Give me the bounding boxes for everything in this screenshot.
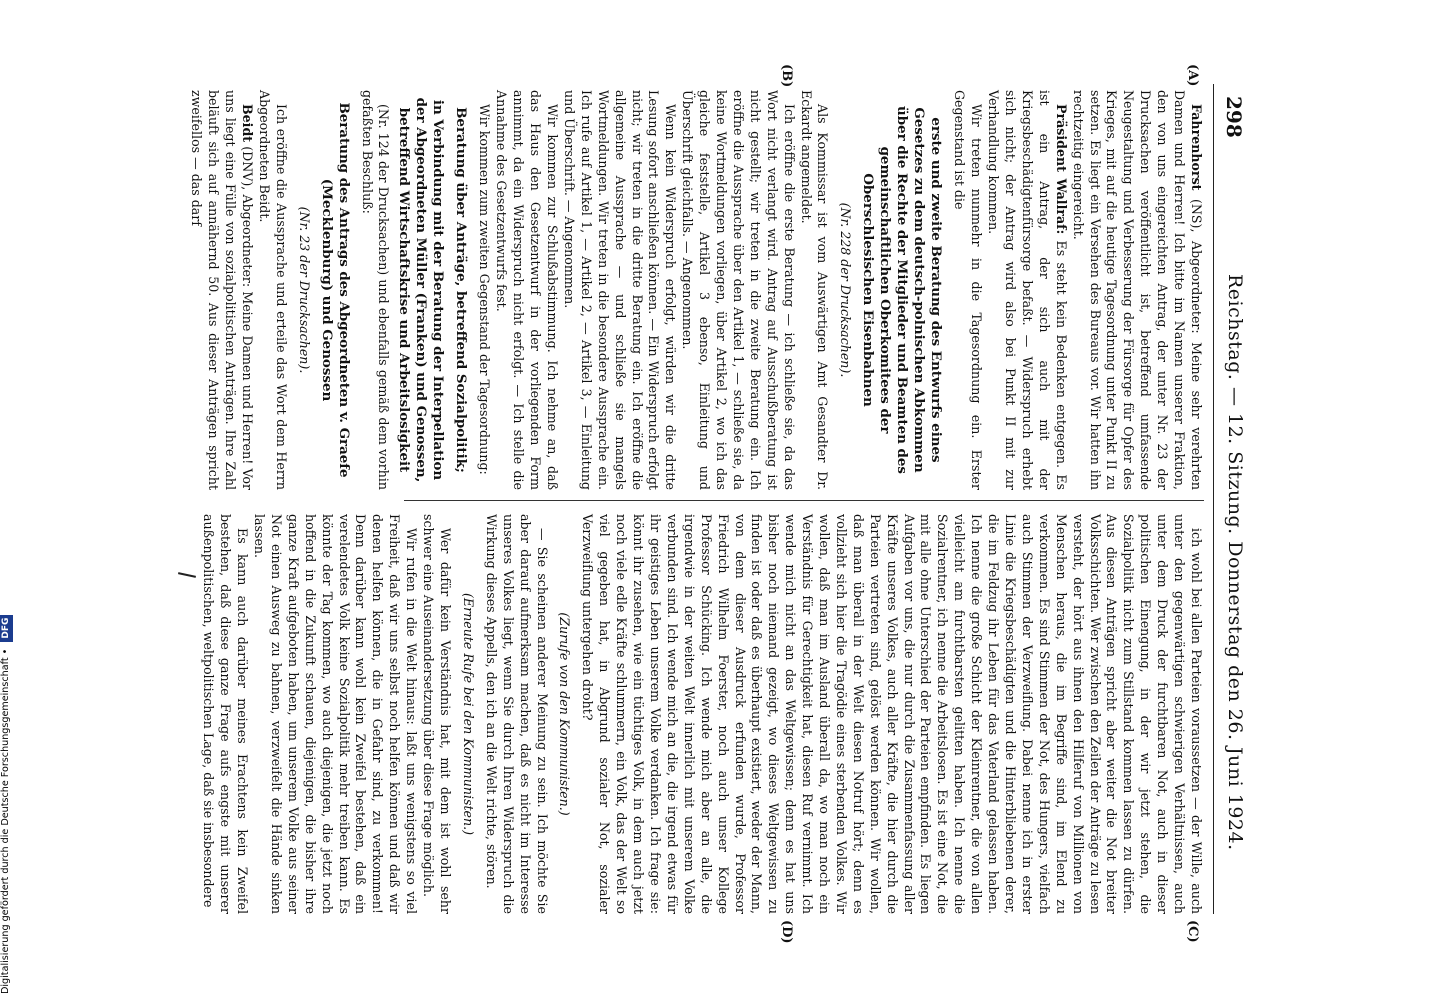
- paragraph: [984, 90, 1069, 490]
- paragraph: [187, 90, 255, 490]
- footer-text: Digitalisierung gefördert durch die Deutsche Forschungsgemeinschaft •: [0, 648, 11, 994]
- page-header: [1213, 84, 1254, 914]
- running-head: Reichstag. — 12. Sitzung. Donnerstag den 26. Juni 1924.: [1224, 274, 1246, 851]
- rotated-document-page: [117, 0, 1334, 1000]
- margin-mark-b: (B): [779, 64, 794, 88]
- paragraph: [250, 514, 419, 914]
- paragraph: [1069, 90, 1204, 490]
- paragraph-text: Wir rufen in die Welt hinaus: laßt uns wenigstens so viel Freiheit, daß wir uns selbst noch helfen können und daß wir denen helfen können, die in Gefahr sind, zu verkommen! Denn darüber kann wohl kein Zweifel bestehen, daß ein verelendetes Volk keine Sozialpolitik mehr treiben kann. Es könnte der Tag kommen, wo auch diejenigen, die jetzt noch hoffend in die Zukunft schauen, diejenigen, die bisher ihre ganze Kraft aufgeboten haben, um unserem Volke aus seiner Not einen Ausweg zu bahnen, verzweifelt die Hände sinken lassen.: [252, 514, 420, 914]
- paragraph-text: Es kann auch darüber meines Erachtens kein Zweifel bestehen, daß diese ganze Frage aufs engste mit unserer außenpolitischen, weltpolitischen Lage, daß sie insbesondere: [201, 514, 251, 914]
- margin-mark-c: (C): [1185, 920, 1200, 943]
- page-number: 298: [1222, 96, 1246, 138]
- section-heading: erste und zweite Beratung des Entwurfs eines Gesetzes zu dem deutsch-polnischen Abkommen über die Rechte der Mitglieder und Beamten des gemeinschaftlichen Oberkomitees der Oberschlesischen Eisenbahnen: [860, 106, 945, 474]
- paragraph-text: — Sie scheinen anderer Meinung zu sein. Ich möchte Sie aber darauf aufmerksam machen, daß es nicht im Interesse unseres Volkes liegt, wenn Sie durch Ihren Widerspruch die Wirkung dieses Appells, den ich an die Welt richte, stören.: [483, 514, 550, 914]
- paragraph: [255, 90, 289, 490]
- paragraph-text: Es steht kein Bedenken entgegen. Es ist ein Antrag, der sich auch mit der Kriegsbeschädigtenfürsorge befaßt. — Widerspruch erhebt sich nicht; der Antrag wird also bei Punkt II mit zur Verhandlung kommen.: [986, 90, 1069, 490]
- speaker-name: Präsident Wallraf:: [1053, 104, 1069, 235]
- margin-mark-a: (A): [1185, 64, 1200, 87]
- section-heading: Beratung des Antrags des Abgeordneten v. Graefe (Mecklenburg) und Genossen: [318, 102, 352, 478]
- dfg-logo: DFG: [0, 615, 13, 642]
- centered-note: (Erneute Rufe bei den Kommunisten.): [460, 593, 476, 835]
- section-heading: in Verbindung mit der Beratung der Interpellation der Abgeordneten Müller (Franken) und Genossen, betreffend Wirtschaftskrise und Arbeitslosigkeit: [396, 97, 447, 483]
- paragraph-text: Ich eröffne die Aussprache und erteile das Wort dem Herrn Abgeordneten Beidt.: [256, 90, 289, 490]
- paragraph: [560, 90, 678, 490]
- paragraph-text: (DNV), Abgeordneter: Meine Damen und Herren! Vor uns liegt eine Fülle von sozialpolitischen Anträgen. Ihre Zahl beläuft sich auf annähernd 50. Aus dieser Anträgen spricht zweifellos — das darf: [189, 90, 255, 490]
- paragraph: [482, 514, 550, 914]
- speaker-name: Fahrenhorst: [1189, 104, 1204, 191]
- paragraph: [419, 514, 453, 914]
- speaker-name: Beidt: [239, 104, 255, 143]
- digitization-footer: [0, 602, 14, 994]
- margin-mark-d: (D): [779, 920, 794, 944]
- paragraph-text: Als Kommissar ist vom Auswärtigen Amt Gesandter Dr. Eckardt angemeldet.: [798, 90, 831, 490]
- paragraph: [578, 514, 1204, 914]
- centered-note: (Zurufe von den Kommunisten.): [557, 612, 573, 816]
- column-divider: [404, 500, 1204, 501]
- paragraph: [950, 90, 984, 490]
- paragraph-text: ich wohl bei allen Parteien voraussetzen — der Wille, auch unter den gegenwärtigen schwierigen Verhältnissen, auch unter dem Druck der furchtbaren Not, auch in dieser politischen Einengung, in der wir jetzt stehen, die Sozialpolitik nicht zum Stillstand kommen lassen zu dürfen. Aus diesen Anträgen spricht aber weiter die Not breiter Volksschichten. Wer zwischen den Zeilen der Anträge zu lesen versteht, der hört aus ihnen den Hilferuf von Millionen von Menschen heraus, die im Begriffe sind, im Elend zu verkommen. Es sind Stimmen der Not, des Hungers, vielfach auch Stimmen der Verzweiflung. Dabei nenne ich in erster Linie die Kriegsbeschädigten und die Hinterbliebenen derer, die im Feldzug ihr Leben für das Vaterland gelassen haben. Ich nenne die große Schicht der Kleinrentner, die von allen vielleicht am furchtbarsten gelitten haben. Ich nenne die Sozialrentner, ich nenne die Arbeitslosen. Es ist eine Not, die mit alle ohne Unterschied der Parteien empfinden. Es liegen Aufgaben vor uns, die nur durch die Zusammenfassung aller Kräfte unseres Volkes, auch aller Kräfte, die hier durch die Parteien vertreten sind, gelöst werden können. Wir wollen, daß man überall in der Welt diesen Notruf hört; denn es vollzieht sich hier die Tragödie eines sterbenden Volkes. Wir wollen, daß man im Ausland überall da, wo man noch ein Verständnis für Gerechtigkeit hat, diesen Ruf vernimmt. Ich wende mich nicht an das Weltgewissen; denn es hat uns bisher noch niemand gezeigt, wo dieses Weltgewissen zu finden ist oder daß es überhaupt existiert, weder der Mann, von dem dieser Ausdruck erfunden wurde, Professor Friedrich Wilhelm Foerster, noch auch unser Kollege Professor Schücking. Ich wende mich aber an alle, die irgendwie in der weiten Welt innerlich mit unserem Volke verbunden sind. Ich wende mich an die, die irgend etwas für ihr geistiges Leben unserem Volke verdanken. Ich frage sie: könnt ihr zusehen, wie ein tüchtiges Volk, in dem auch jetzt noch viele edle Kräfte schlummern, ein Volk, das der Welt so viel gegeben hat, in Abgrund sozialer Not, sozialer Verzweiflung untergehen droht?: [580, 514, 1204, 914]
- paragraph-text: (NS), Abgeordneter: Meine sehr verehrten Damen und Herren! Ich bitte im Namen unserer Fraktion, den von uns eingereichten Antrag, der unter Nr. 23 der Drucksachen veröffentlicht ist, betreffend umfassende Neugestaltung und Verbesserung der Fürsorge für Opfer des Krieges, mit auf die heutige Tagesordnung unter Punkt II zu setzen. Es liegt ein Versehen des Bureaus vor. Wir hatten ihn rechtzeitig eingereicht.: [1070, 90, 1204, 490]
- paragraph: [797, 90, 831, 490]
- paragraph: [475, 90, 492, 490]
- paragraph-text: Ich eröffne die erste Beratung — ich schließe sie, da das Wort nicht verlangt wird. Antrag auf Ausschußberatung ist nicht gestellt; wir treten in die zweite Beratung ein. Ich eröffne die Aussprache über den Artikel 1, — schließe sie, da keine Wortmeldungen vorliegen, über Artikel 2, wo ich das gleiche feststelle, Artikel 3 ebenso, Einleitung und Überschrift gleichfalls. — Angenommen.: [680, 90, 797, 490]
- left-column: [189, 90, 1204, 490]
- paragraph-text: Wir kommen zur Schlußabstimmung. Ich nehme an, daß das Haus den Gesetzentwurf in der vorliegenden Form annimmt, da ein Widerspruch nicht erfolgt. — Ich stelle die Annahme des Gesetzentwurfs fest.: [494, 90, 560, 490]
- paragraph: [358, 90, 392, 490]
- centered-note: (Nr. 228 der Drucksachen).: [838, 202, 854, 378]
- paragraph: [492, 90, 560, 490]
- paragraph: [199, 514, 250, 914]
- section-heading: Beratung über Anträge, betreffend Sozialpolitik;: [453, 107, 470, 473]
- right-column: [201, 514, 1204, 914]
- paragraph: [678, 90, 796, 490]
- paragraph-text: Wer dafür kein Verständnis hat, mit dem ist wohl sehr schwer eine Auseinandersetzung über diese Frage möglich.: [421, 514, 454, 914]
- paragraph-text: Wir treten nunmehr in die Tagesordnung ein. Erster Gegenstand ist die: [952, 90, 985, 490]
- stray-pen-mark: [178, 572, 196, 578]
- paragraph-text: Wir kommen zum zweiten Gegenstand der Tagesordnung:: [477, 104, 493, 475]
- paragraph-text: Wenn kein Widerspruch erfolgt, würden wir die dritte Lesung sofort anschließen können. — Ein Widerspruch erfolgt nicht; wir treten in die dritte Beratung ein. Ich eröffne die allgemeine Aussprache — und schließe sie mangels Wortmeldungen. Wir treten in die besondere Aussprache ein. Ich rufe auf Artikel 1, — Artikel 2, — Artikel 3, — Einleitung und Überschrift. — Angenommen.: [561, 90, 679, 490]
- paragraph-text: (Nr. 124 der Drucksachen) und ebenfalls gemäß dem vorhin gefaßten Beschluß:: [359, 90, 392, 490]
- centered-note: (Nr. 23 der Drucksachen).: [296, 206, 312, 374]
